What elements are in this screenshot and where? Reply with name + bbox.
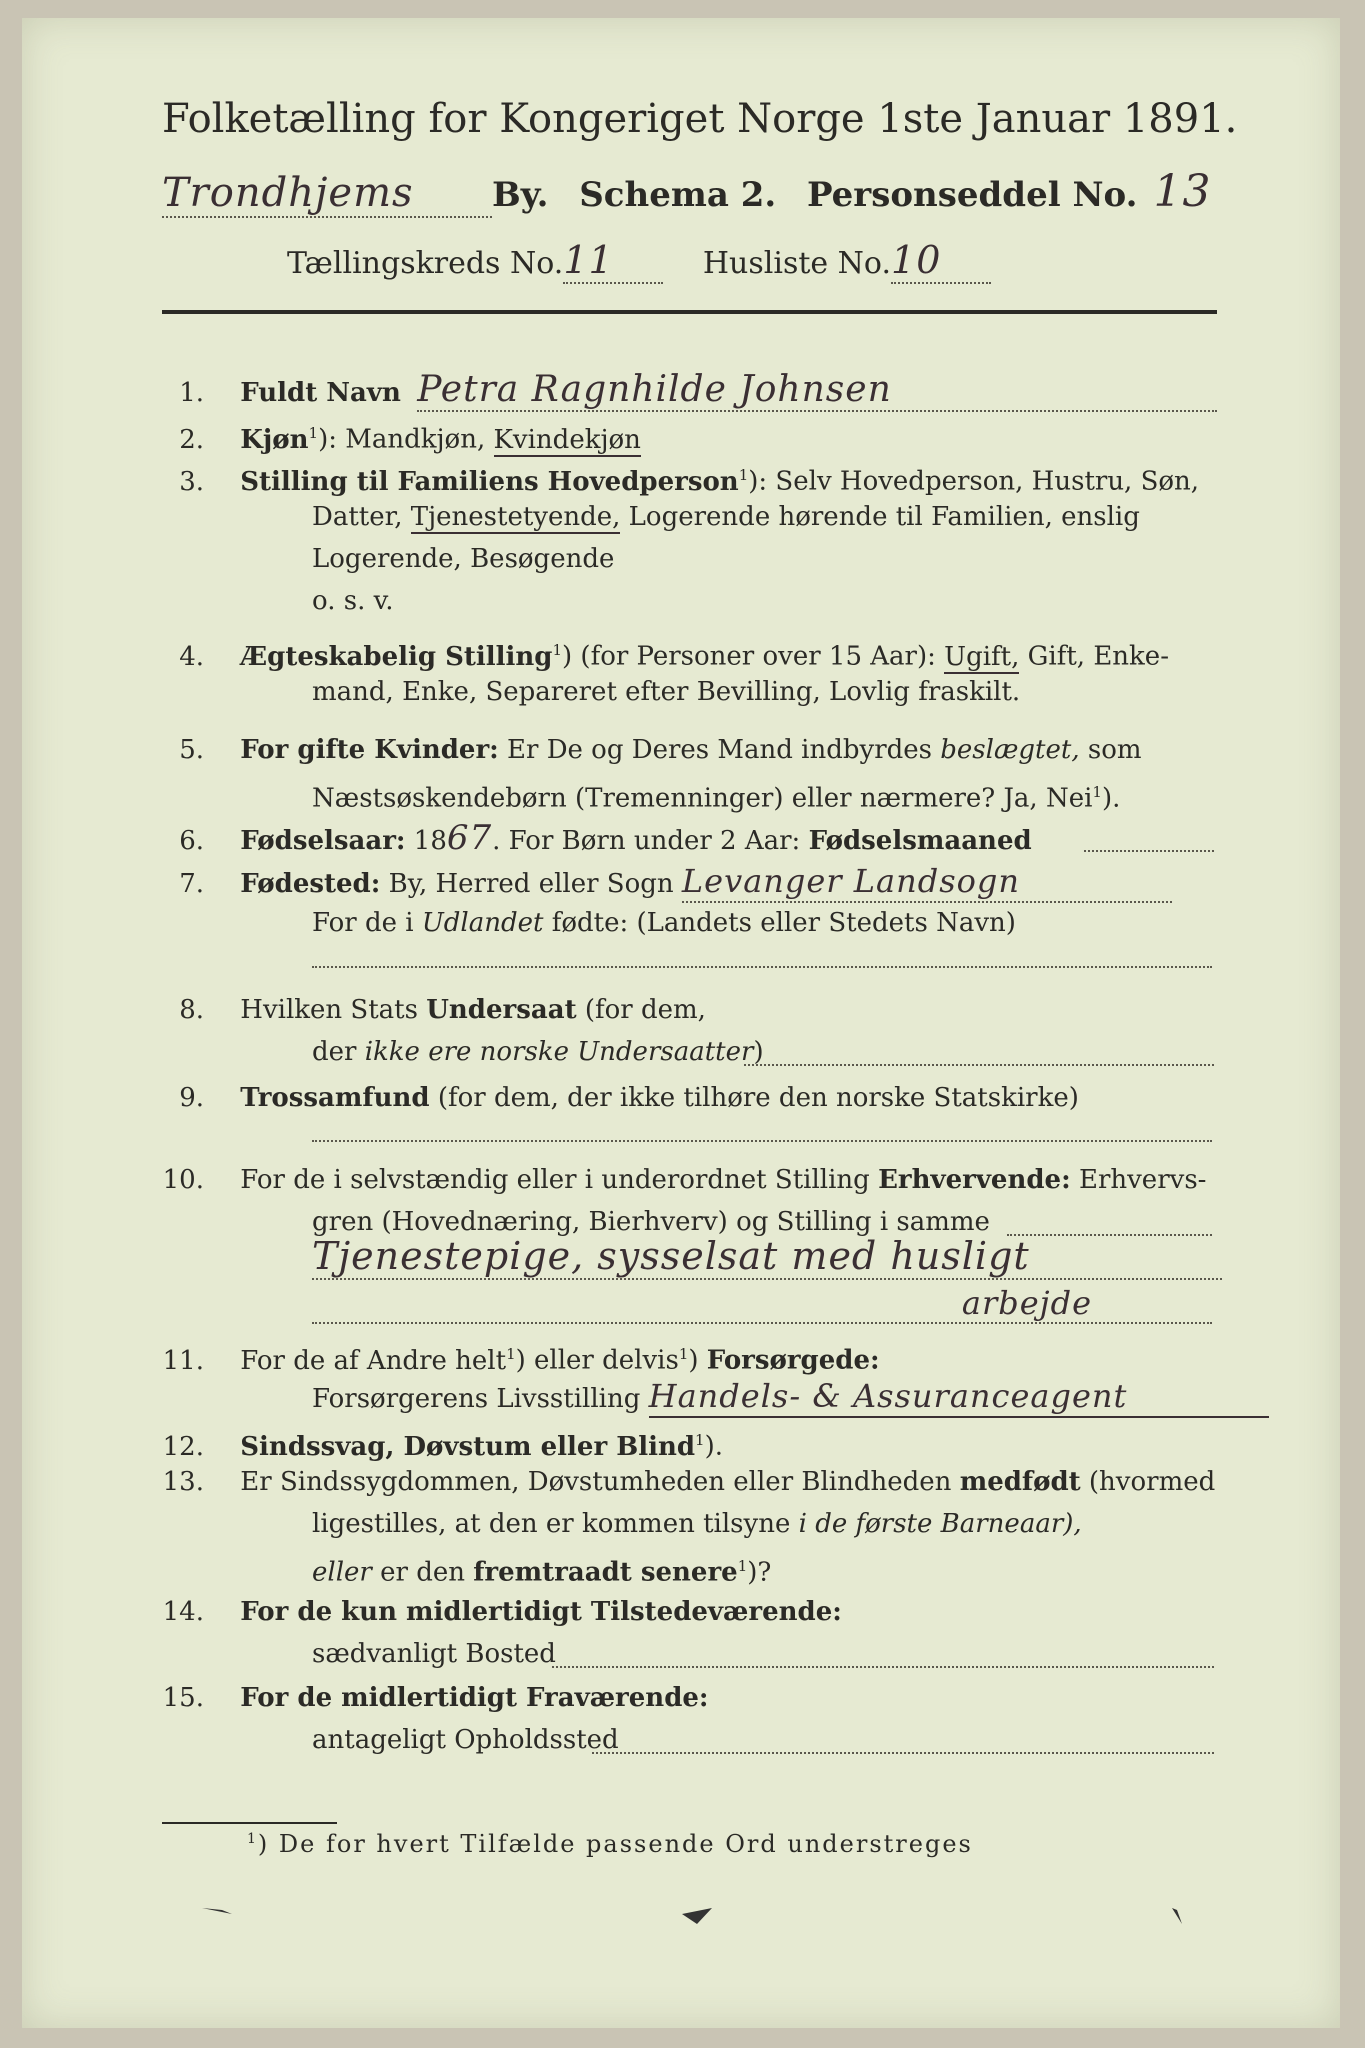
q8-text-a: Hvilken Stats xyxy=(240,995,427,1025)
q3-label: Stilling til Familiens Hovedperson xyxy=(240,466,739,497)
q15-dotline xyxy=(592,1752,1214,1754)
q9-dotline xyxy=(312,1140,1212,1142)
q11-text-a: For de af Andre helt xyxy=(240,1345,507,1376)
q11-sup2: 1 xyxy=(678,1345,689,1363)
q2-row xyxy=(152,413,641,460)
taellingskreds-number: 11 xyxy=(563,238,663,284)
q10-occupation-line1: Tjenestepige, sysselsat med husligt xyxy=(312,1234,1222,1280)
q4-row xyxy=(152,630,1169,677)
q4-text-a: ) (for Personer over 15 Aar): xyxy=(562,641,945,672)
q13-line3-b: )? xyxy=(747,1557,772,1588)
q14-dotline xyxy=(552,1666,1214,1668)
q3-line4: o. s. v. xyxy=(312,586,394,616)
q11-line2 xyxy=(312,1376,1269,1419)
personseddel-label: Personseddel No. xyxy=(807,175,1138,215)
q3-sup: 1 xyxy=(738,466,749,484)
q3-line3: Logerende, Besøgende xyxy=(312,544,615,574)
q7-birthplace: Levanger Landsogn xyxy=(682,861,1172,903)
q2-text: ): Mandkjøn, xyxy=(318,424,494,455)
form-title: Folketælling for Kongeriget Norge 1ste Januar 1891. xyxy=(162,96,1238,142)
header-rule xyxy=(162,310,1217,314)
q10-text-b: Erhvervs- xyxy=(1070,1165,1207,1195)
q1-full-name: Petra Ragnhilde Johnsen xyxy=(417,370,1217,412)
footnote-sup: 1 xyxy=(247,1831,258,1847)
q14-row xyxy=(152,1592,842,1632)
q7-row xyxy=(152,861,1172,904)
q13-line3 xyxy=(312,1546,771,1593)
q12-text: ). xyxy=(704,1431,723,1462)
q6-row xyxy=(152,818,1032,861)
census-form-sheet xyxy=(22,18,1340,2028)
q9-number: 9. xyxy=(179,1083,204,1113)
q13-line2 xyxy=(312,1504,1082,1544)
q6-dotline xyxy=(1084,850,1214,852)
q13-text-a: Er Sindssygdommen, Døvstumheden eller Blindheden xyxy=(240,1467,960,1497)
q7-text-a: By, Herred eller Sogn xyxy=(380,869,682,899)
q5-line2-end: ). xyxy=(1101,783,1121,814)
q8-line2-b: ) xyxy=(753,1037,764,1067)
q8-line2-italic: ikke ere norske Undersaatter xyxy=(364,1037,754,1067)
header-line-city xyxy=(162,166,1227,218)
q13-number: 13. xyxy=(162,1467,204,1497)
q2-number: 2. xyxy=(179,424,204,455)
city-handwritten: Trondhjems xyxy=(162,170,492,218)
q4-number: 4. xyxy=(179,641,204,672)
q11-line2-text: Forsørgerens Livsstilling xyxy=(312,1384,649,1414)
husliste-label: Husliste No. xyxy=(702,246,892,281)
q4-line2: mand, Enke, Separeret efter Bevilling, Lovlig fraskilt. xyxy=(312,677,1021,707)
q11-sup: 1 xyxy=(506,1345,516,1363)
q11-label: Forsørgede: xyxy=(706,1345,880,1376)
q1-number: 1. xyxy=(179,378,204,408)
q5-label: For gifte Kvinder: xyxy=(240,735,499,765)
q5-text-b: som xyxy=(1079,735,1142,765)
q10-label: Erhvervende: xyxy=(878,1165,1071,1195)
q14-line2: sædvanligt Bosted xyxy=(312,1639,556,1669)
q6-birth-year: 67 xyxy=(446,818,493,858)
q10-text-a: For de i selvstændig eller i underordnet Stilling xyxy=(240,1165,879,1195)
q14-number: 14. xyxy=(162,1597,204,1627)
q1-label: Fuldt Navn xyxy=(240,378,401,408)
q4-text-b: Gift, Enke- xyxy=(1019,641,1169,672)
q7-line2 xyxy=(312,903,1016,943)
personseddel-number: 13 xyxy=(1153,166,1212,217)
q3-number: 3. xyxy=(179,466,204,497)
q8-row xyxy=(152,990,706,1030)
q13-sup: 1 xyxy=(737,1557,748,1575)
q2-sup: 1 xyxy=(308,424,319,442)
q5-number: 5. xyxy=(179,735,204,765)
q12-row xyxy=(152,1420,723,1467)
q5-sup: 1 xyxy=(1092,783,1102,801)
q7-number: 7. xyxy=(179,869,204,899)
mark-left xyxy=(202,1908,232,1914)
q15-number: 15. xyxy=(162,1683,204,1713)
q5-row xyxy=(152,730,1142,770)
q10-row xyxy=(152,1160,1206,1200)
q13-line2-a: ligestilles, at den er kommen tilsyne xyxy=(312,1509,799,1539)
q3-line2-a: Datter, xyxy=(312,502,411,532)
q5-line2-text: Næstsøskendebørn (Tremenninger) eller nærmere? Ja, Nei xyxy=(312,783,1093,814)
q8-text-b: (for dem, xyxy=(576,995,706,1025)
q7-line2-b: fødte: (Landets eller Stedets Navn) xyxy=(543,908,1016,938)
q8-label: Undersaat xyxy=(426,995,577,1025)
q2-label: Kjøn xyxy=(240,424,309,455)
q11-provider-occupation: Handels- & Assuranceagent xyxy=(649,1376,1269,1418)
q4-ugift-underlined: Ugift, xyxy=(944,641,1020,672)
footnote-rule xyxy=(162,1822,337,1824)
q13-line3-label: fremtraadt senere xyxy=(473,1557,738,1588)
q8-line2-a: der xyxy=(312,1037,365,1067)
q15-line2: antageligt Opholdssted xyxy=(312,1725,619,1755)
husliste-number: 10 xyxy=(891,238,991,284)
q2-kvindekjon-underlined: Kvindekjøn xyxy=(493,424,641,455)
q11-text-c: ) xyxy=(688,1345,707,1376)
mark-right xyxy=(1172,1908,1182,1924)
q7-dotline xyxy=(312,966,1212,968)
q12-label: Sindssvag, Døvstum eller Blind xyxy=(240,1431,696,1462)
q13-line3-italic: eller xyxy=(312,1557,372,1588)
q1-row xyxy=(152,370,1217,413)
q8-dotline xyxy=(744,1064,1214,1066)
q15-label: For de midlertidigt Fraværende: xyxy=(240,1683,709,1713)
footnote xyxy=(247,1830,973,1858)
footnote-text: ) De for hvert Tilfælde passende Ord understreges xyxy=(257,1830,973,1858)
q13-text-b: (hvormed xyxy=(1080,1467,1216,1497)
q15-row xyxy=(152,1678,709,1718)
decorative-marks xyxy=(182,1896,1282,1936)
q11-number: 11. xyxy=(162,1345,204,1376)
q6-label: Fødselsaar: xyxy=(240,826,406,856)
header-line-kreds xyxy=(287,238,991,284)
schema-label: Schema 2. xyxy=(579,175,777,215)
q13-row xyxy=(152,1462,1215,1502)
taellingskreds-label: Tællingskreds No. xyxy=(287,246,564,281)
q12-number: 12. xyxy=(162,1431,204,1462)
q8-line2 xyxy=(312,1032,764,1072)
q13-label: medfødt xyxy=(959,1467,1081,1497)
q12-sup: 1 xyxy=(695,1431,705,1449)
q9-row xyxy=(152,1078,1079,1118)
q11-row xyxy=(152,1334,880,1381)
q9-label: Trossamfund xyxy=(240,1083,430,1113)
q13-line3-a: er den xyxy=(371,1557,474,1588)
q10-number: 10. xyxy=(162,1165,204,1195)
q11-text-b: ) eller delvis xyxy=(515,1345,679,1376)
q7-line2-italic: Udlandet xyxy=(421,908,544,938)
q5-text-a: Er De og Deres Mand indbyrdes xyxy=(498,735,941,765)
q3-tjenestetyende-underlined: Tjenestetyende, xyxy=(410,502,621,532)
q9-text: (for dem, der ikke tilhøre den norske Statskirke) xyxy=(429,1083,1079,1113)
q6-number: 6. xyxy=(179,826,204,856)
q6-text-b: . For Børn under 2 Aar: xyxy=(492,826,809,856)
q6-text-a: 18 xyxy=(405,826,447,856)
q13-line2-italic: i de første Barneaar), xyxy=(798,1509,1082,1539)
q10-line2: gren (Hovednæring, Bierhverv) og Stilling i samme xyxy=(312,1207,990,1237)
q5-line2 xyxy=(312,772,1120,819)
q14-label: For de kun midlertidigt Tilstedeværende: xyxy=(240,1597,842,1627)
q10-occupation-line2: arbejde xyxy=(312,1284,1212,1324)
by-label: By. xyxy=(492,175,549,215)
mark-center xyxy=(682,1908,712,1924)
q6-label2: Fødselsmaaned xyxy=(808,826,1032,856)
q3-line2-b: Logerende hørende til Familien, enslig xyxy=(620,502,1140,532)
q3-row xyxy=(152,455,1199,502)
q5-text-italic: beslægtet, xyxy=(940,735,1080,765)
q7-line2-a: For de i xyxy=(312,908,422,938)
q3-line2 xyxy=(312,497,1140,537)
q8-number: 8. xyxy=(179,995,204,1025)
q4-label: Ægteskabelig Stilling xyxy=(240,641,553,672)
q3-text: ): Selv Hovedperson, Hustru, Søn, xyxy=(748,466,1200,497)
q7-label: Fødested: xyxy=(240,869,381,899)
q4-sup: 1 xyxy=(552,641,563,659)
